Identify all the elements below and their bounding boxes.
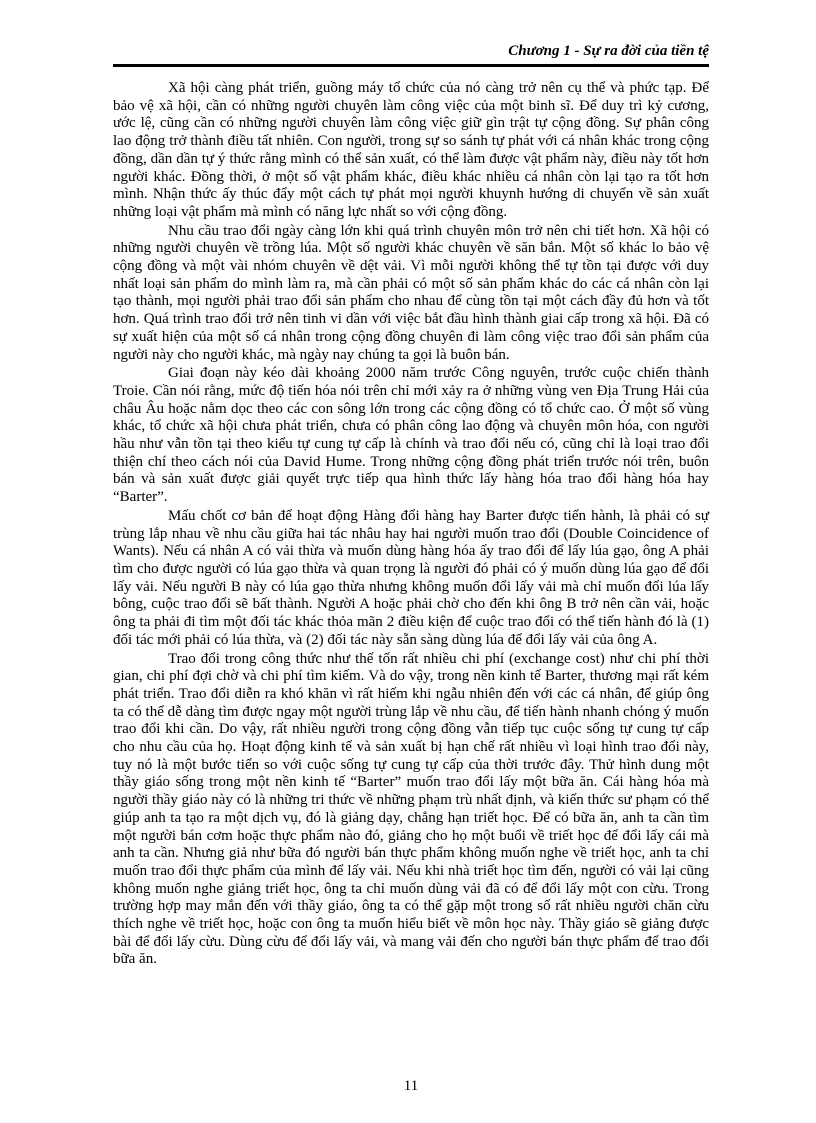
paragraph: Xã hội càng phát triển, guồng máy tổ chức của nó càng trở nên cụ thể và phức tạp. Để bảo vệ xã hội, cần có những người chuyên làm công việc của một binh sĩ. Để duy trì kỷ cương, ước lệ, cũng cần có những người chuyên làm công việc giữ gìn trật tự cộng đồng. Sự phân công lao động trở thành điều tất nhiên. Con người, trong sự so sánh tự phát với cá nhân khác trong cộng đồng, dần dần tự ý thức rằng mình có thể sản xuất, có thể làm được vật phẩm này, điều này tốt hơn người khác. Đồng thời, ở một số vật phẩm khác, điều khác nhiều cá nhân còn lại tạo ra tốt hơn mình. Nhận thức ấy thúc đẩy một cách tự phát mọi người khuynh hướng di chuyển về sản xuất những loại vật phẩm mà mình có năng lực nhất so với cộng đồng. (113, 80, 709, 220)
paragraph: Nhu cầu trao đổi ngày càng lớn khi quá trình chuyên môn trở nên chi tiết hơn. Xã hội có những người chuyên về trồng lúa. Một số người khác chuyên về săn bắn. Một số khác lo bảo vệ cộng đồng và một vài nhóm chuyên về dệt vải. Vì mỗi người không thể tự tồn tại được với duy nhất loại sản phẩm do mình làm ra, mà cần phải có một số sản phẩm khác do các cá nhân còn lại tạo thành, mọi người phải trao đổi sản phẩm cho nhau để cùng tồn tại một cách đầy đủ hơn và tốt hơn. Quá trình trao đổi trở nên tinh vi dần với việc bắt đầu hình thành giai cấp trong xã hội. Đã có sự xuất hiện của một số cá nhân trong cộng đồng chuyên đi làm công việc trao đổi sản phẩm của người này cho người khác, mà ngày nay chúng ta gọi là buôn bán. (113, 222, 709, 363)
chapter-header: Chương 1 - Sự ra đời của tiền tệ (508, 43, 709, 59)
paragraph: Trao đổi trong công thức như thế tốn rất nhiều chi phí (exchange cost) như chi phí thời gian, chi phí đợi chờ và chi phí tìm kiếm. Và do vậy, trong nền kinh tế Barter, thương mại rất kém phát triển. Trao đổi diễn ra khó khăn vì rất hiếm khi ngẫu nhiên đến với các cá nhân, để giúp ông ta có thể dễ dàng tìm được ngay một người trùng lắp về nhu cầu, để tiến hành nhanh chóng ý muốn trao đổi khi cần. Do vậy, rất nhiều người trong cộng đồng vẫn tiếp tục cuộc sống tự cung tự cấp cho nhu cầu của họ. Hoạt động kinh tế và sản xuất bị hạn chế rất nhiều vì loại hình trao đổi này, tuy nó là một bước tiến so với cuộc sống tự cung tự cấp của thời trước đây. Thử hình dung một thầy giáo sống trong một nền kinh tế “Barter” muốn trao đổi lấy một bữa ăn. Cái hàng hóa mà người thầy giáo này có là những tri thức về những phạm trù nhất định, và kiến thức sư phạm có thể giúp anh ta tạo ra một dịch vụ, đó là giảng dạy, chẳng hạn triết học. Để có bữa ăn, anh ta cần tìm một người bán cơm hoặc thực phẩm nào đó, giảng cho họ một buổi về triết học để đổi lấy cái mà anh ta cần. Nhưng giả như bữa đó người bán thực phẩm không muốn nghe về triết học, anh ta chỉ muốn trao đổi thực phẩm của mình để lấy vải. Nếu khi nhà triết học tìm đến, người có vải lại cũng không muốn nghe giảng triết học, ông ta chỉ muốn dùng vải đã có để đổi lấy một con cừu. Trong trường hợp may mắn đến với thầy giáo, ông ta có thể gặp một trong số rất nhiều người chăn cừu thích nghe về triết học, hoặc con ông ta muốn hiểu biết về môn học này. Thầy giáo sẽ giảng được bài để đổi lấy cừu. Dùng cừu để đổi lấy vải, và mang vải đến cho người bán thực phẩm để trao đổi bữa ăn. (113, 650, 709, 968)
paragraph: Mấu chốt cơ bản để hoạt động Hàng đổi hàng hay Barter được tiến hành, là phải có sự trùng lắp nhau về nhu cầu giữa hai tác nhâu hay hai người muốn trao đổi (Double Coincidence of Wants). Nếu cá nhân A có vải thừa và muốn dùng hàng hóa ấy trao đổi để lấy lúa gạo, ông A phải tìm cho được người có lúa gạo thừa và quan trọng là người đó phải có ý muốn dùng lúa gạo để đổi lấy vải. Nếu người B này có lúa gạo thừa nhưng không muốn đổi lấy vải mà chỉ muốn đổi lúa lấy bông, cuộc trao đổi sẽ bất thành. Người A hoặc phải chờ cho đến khi ông B trở nên cần vải, hoặc ông ta phải đi tìm một đối tác khác thỏa mãn 2 điều kiện để cuộc trao đổi có thể tiến hành đó là (1) đối tác mới phải có lúa thừa, và (2) đối tác này sẵn sàng dùng lúa để đổi lấy vải của ông A. (113, 507, 709, 648)
paragraph: Giai đoạn này kéo dài khoảng 2000 năm trước Công nguyên, trước cuộc chiến thành Troie. Cần nói rằng, mức độ tiến hóa nói trên chỉ mới xảy ra ở những vùng ven Địa Trung Hải của châu Âu hoặc nằm dọc theo các con sông lớn trong các cộng đồng có tổ chức cao. Ở một số vùng khác, tổ chức xã hội chưa phát triển, chưa có phân công lao động và chuyên môn hóa, con người hầu như vẫn tồn tại theo kiểu tự cung tự cấp là chính và trao đổi nếu có, cũng chỉ là loại trao đổi thiện chí theo cách nói của David Hume. Trong những cộng đồng phát triển trước nói trên, buôn bán và sản xuất được giải quyết trực tiếp qua hình thức lấy hàng hóa trao đổi hàng hóa hay “Barter”. (113, 365, 709, 506)
page-number: 11 (403, 1078, 419, 1094)
header-rule (113, 64, 709, 67)
page-body (113, 80, 709, 970)
